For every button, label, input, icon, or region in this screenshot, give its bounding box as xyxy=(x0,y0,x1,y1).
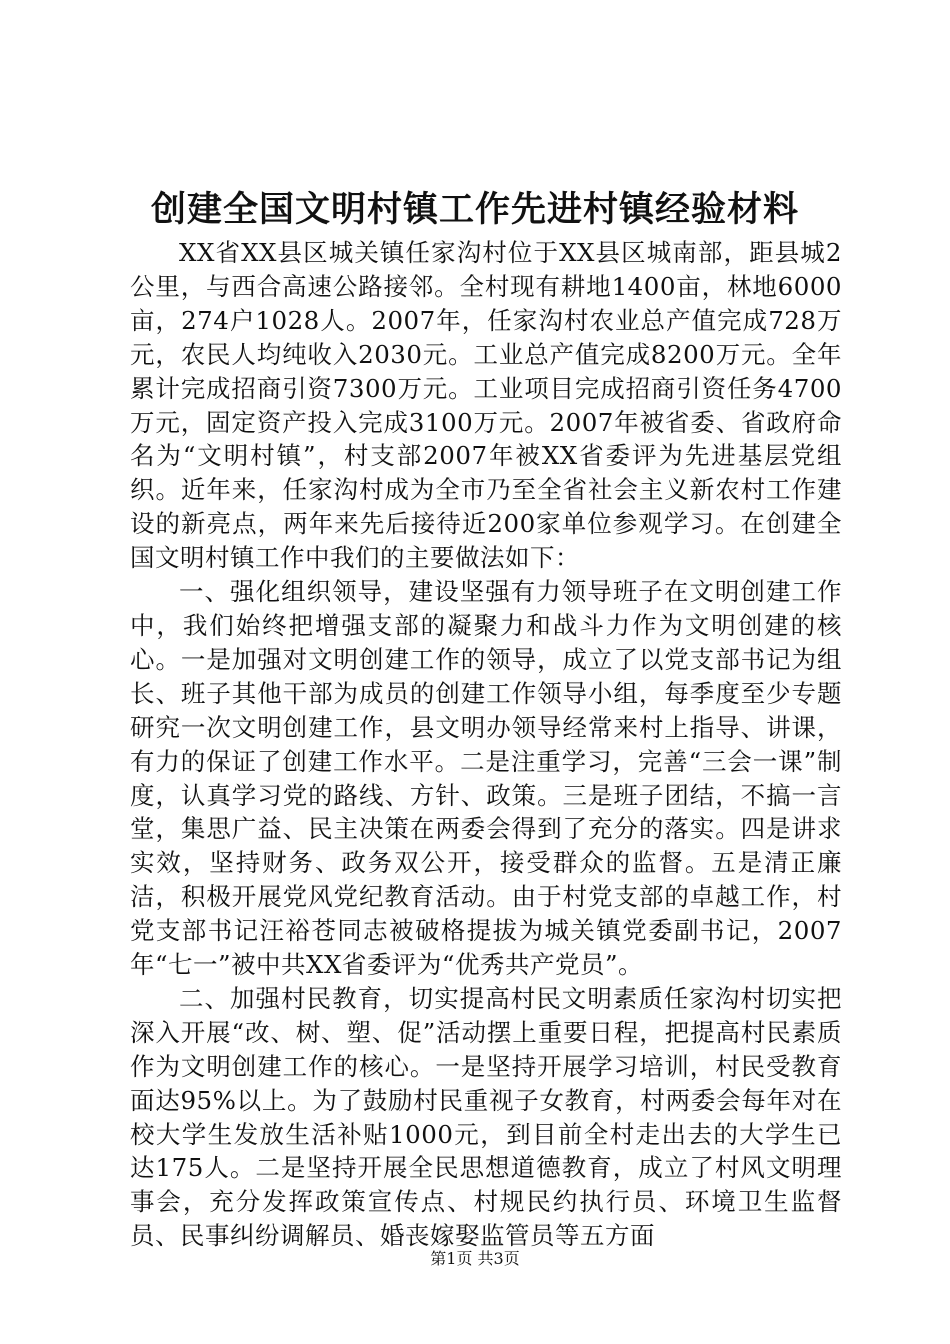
paragraph-section-two: 二、加强村民教育，切实提高村民文明素质任家沟村切实把深入开展“改、树、塑、促”活动摆上重要日程，把提高村民素质作为文明创建工作的核心。一是坚持开展学习培训，村民受教育面达95%以上。为了鼓励村民重视子女教育，村两委会每年对在校大学生发放生活补贴1000元，到目前全村走出去的大学生已达175人。二是坚持开展全民思想道德教育，成立了村风文明理事会，充分发挥政策宣传点、村规民约执行员、环境卫生监督员、民事纠纷调解员、婚丧嫁娶监管员等五方面 xyxy=(130,983,842,1251)
paragraph-intro: XX省XX县区城关镇任家沟村位于XX县区城南部，距县城2公里，与西合高速公路接邻。全村现有耕地1400亩，林地6000亩，274户1028人。2007年，任家沟村农业总产值完成728万元，农民人均纯收入2030元。工业总产值完成8200万元。全年累计完成招商引资7300万元。工业项目完成招商引资任务4700万元，固定资产投入完成3100万元。2007年被省委、省政府命名为“文明村镇”，村支部2007年被XX省委评为先进基层党组织。近年来，任家沟村成为全市乃至全省社会主义新农村工作建设的新亮点，两年来先后接待近200家单位参观学习。在创建全国文明村镇工作中我们的主要做法如下： xyxy=(130,238,842,573)
document-title: 创建全国文明村镇工作先进村镇经验材料 xyxy=(150,189,799,230)
document-body xyxy=(130,236,842,1253)
page-number-footer: 第1页 共3页 xyxy=(430,1249,520,1268)
paragraph-section-one: 一、强化组织领导，建设坚强有力领导班子在文明创建工作中，我们始终把增强支部的凝聚力和战斗力作为文明创建的核心。一是加强对文明创建工作的领导，成立了以党支部书记为组长、班子其他干部为成员的创建工作领导小组，每季度至少专题研究一次文明创建工作，县文明办领导经常来村上指导、讲课，有力的保证了创建工作水平。二是注重学习，完善“三会一课”制度，认真学习党的路线、方针、政策。三是班子团结，不搞一言堂，集思广益、民主决策在两委会得到了充分的落实。四是讲求实效，坚持财务、政务双公开，接受群众的监督。五是清正廉洁，积极开展党风党纪教育活动。由于村党支部的卓越工作，村党支部书记汪裕苍同志被破格提拔为城关镇党委副书记，2007年“七一”被中共XX省委评为“优秀共产党员”。 xyxy=(130,577,842,980)
